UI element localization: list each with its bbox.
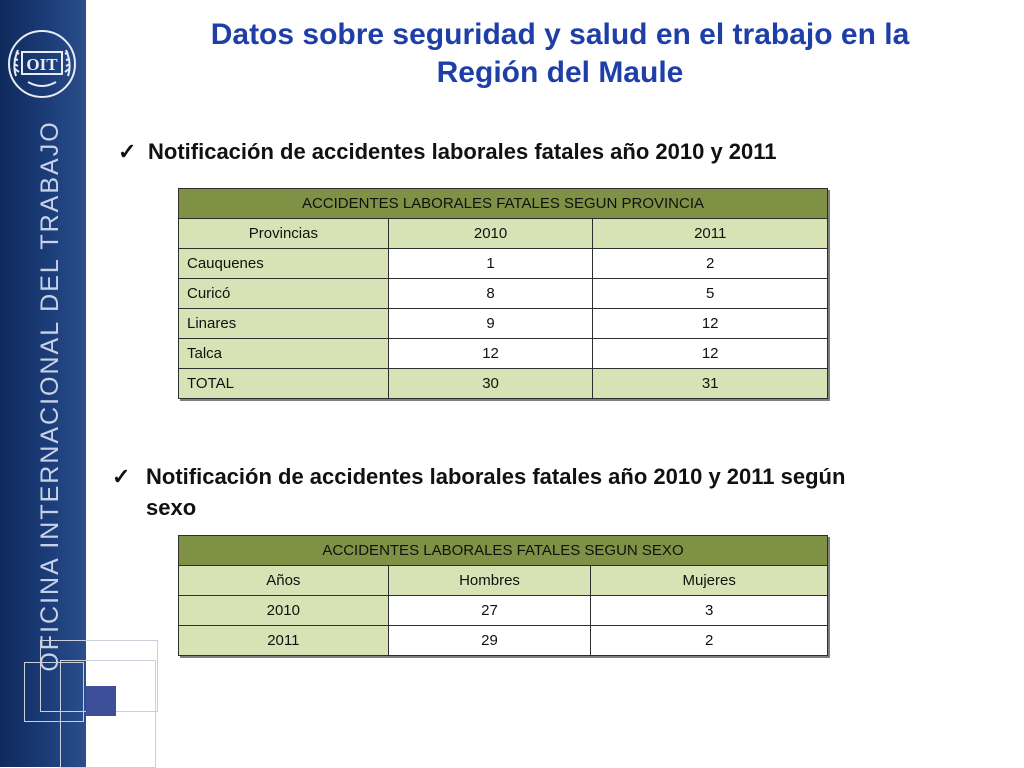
table-row [179,339,828,369]
column-header: Provincias [179,219,389,249]
logo-text: OIT [26,55,58,74]
table-row [179,596,828,626]
checkmark-icon: ✓ [118,139,137,164]
sex-table [178,535,828,656]
column-header: Hombres [388,566,591,596]
bullet-2-text-line-2: sexo [146,495,197,520]
province-table [178,188,828,399]
total-label: TOTAL [179,369,389,399]
checkmark-icon: ✓ [112,464,131,489]
org-name-vertical: OFICINA INTERNACIONAL DEL TRABAJO [36,120,64,672]
table-row [179,309,828,339]
total-value: 31 [593,369,828,399]
table-row [179,249,828,279]
oit-logo-icon [6,28,78,100]
row-label: Cauquenes [179,249,389,279]
row-label: Curicó [179,279,389,309]
total-value: 30 [388,369,593,399]
cell-value: 2 [591,626,828,656]
cell-value: 29 [388,626,591,656]
cell-value: 3 [591,596,828,626]
column-header: Mujeres [591,566,828,596]
bullet-2-text-line-1: Notificación de accidentes laborales fatales año 2010 y 2011 según [146,464,846,489]
row-label: 2011 [179,626,389,656]
column-header: 2011 [593,219,828,249]
total-row [179,369,828,399]
title-line-1: Datos sobre seguridad y salud en el trabajo en la [210,18,910,51]
cell-value: 8 [388,279,593,309]
title-line-2: Región del Maule [436,56,684,89]
table-title: ACCIDENTES LABORALES FATALES SEGUN PROVINCIA [179,189,828,219]
row-label: Linares [179,309,389,339]
cell-value: 27 [388,596,591,626]
column-header: 2010 [388,219,593,249]
bullet-1-text: Notificación de accidentes laborales fatales año 2010 y 2011 [148,139,777,164]
table-row [179,279,828,309]
cell-value: 12 [593,309,828,339]
cell-value: 9 [388,309,593,339]
row-label: Talca [179,339,389,369]
table-title: ACCIDENTES LABORALES FATALES SEGUN SEXO [179,536,828,566]
cell-value: 2 [593,249,828,279]
cell-value: 5 [593,279,828,309]
bullet-2 [112,461,992,523]
column-header: Años [179,566,389,596]
deco-filled-square [86,686,116,716]
cell-value: 1 [388,249,593,279]
bullet-1 [118,136,777,167]
deco-square-4 [24,662,84,722]
row-label: 2010 [179,596,389,626]
cell-value: 12 [593,339,828,369]
page-title [140,16,980,92]
cell-value: 12 [388,339,593,369]
table-row [179,626,828,656]
